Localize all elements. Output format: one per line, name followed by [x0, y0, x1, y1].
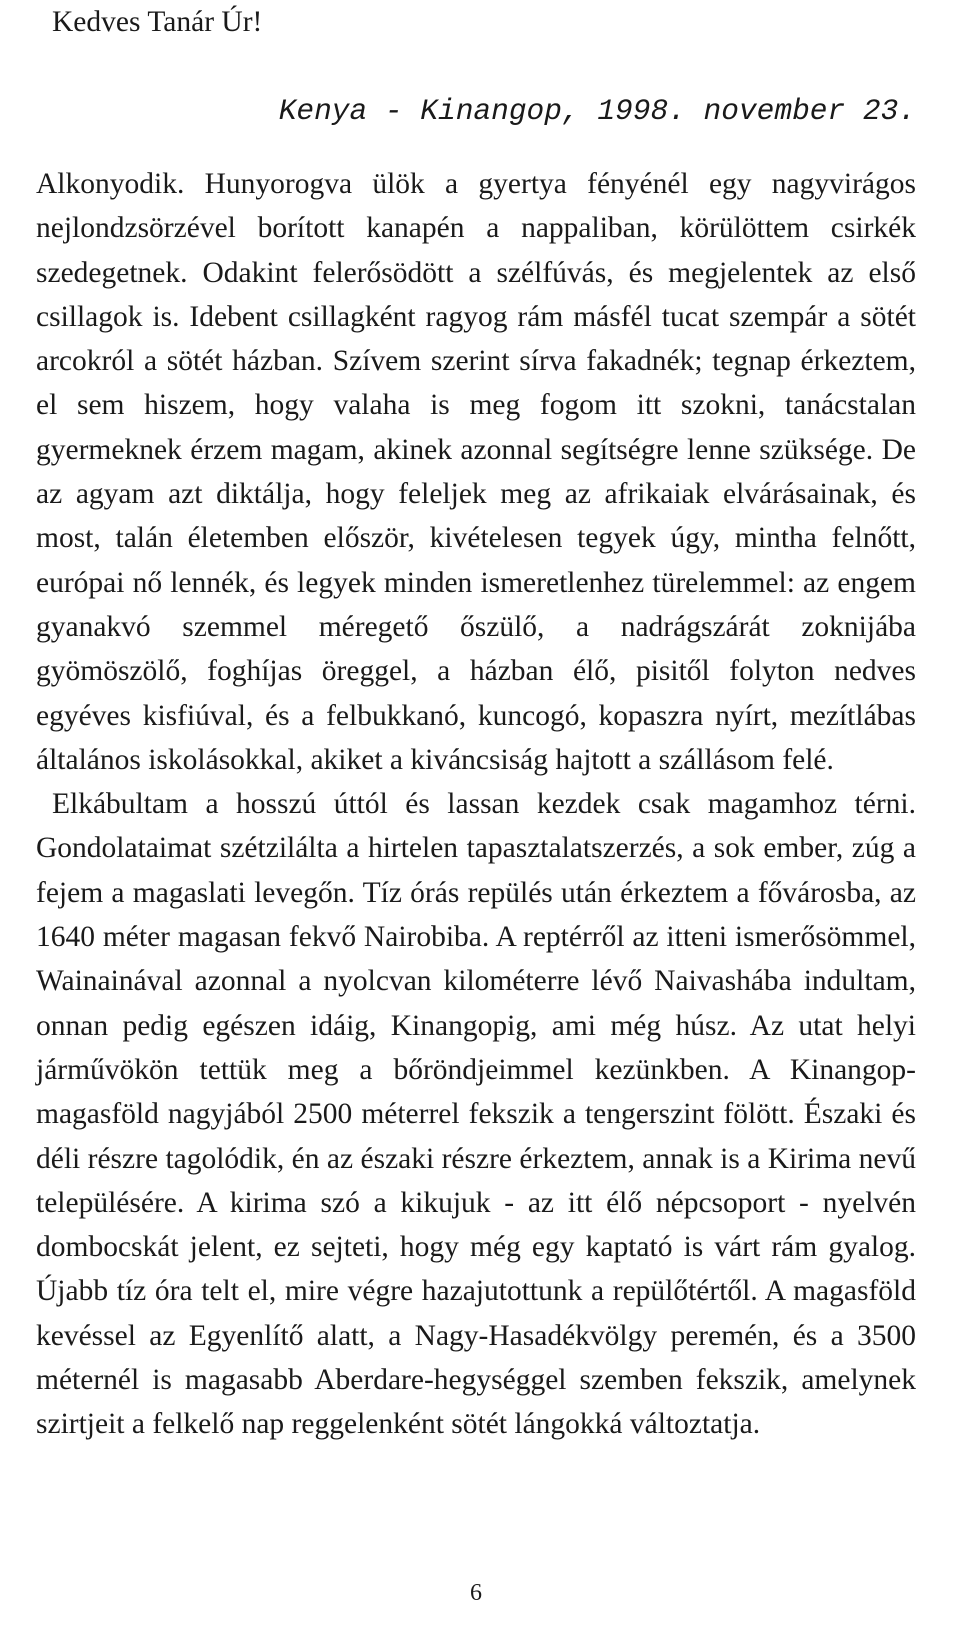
- letter-body: [36, 162, 916, 1447]
- paragraph-1: Alkonyodik. Hunyorogva ülök a gyertya fényénél egy nagyvirágos nejlondzsörzével borított kanapén a nappaliban, körülöttem csirkék szedegetnek. Odakint felerősödött a szélfúvás, és megjelentek az első csillagok is. Idebent csillagként ragyog rám másfél tucat szempár a sötét arcokról a sötét házban. Szívem szerint sírva fakadnék; tegnap érkeztem, el sem hiszem, hogy valaha is meg fogom itt szokni, tanácstalan gyermeknek érzem magam, akinek azonnal segítségre lenne szüksége. De az agyam azt diktálja, hogy feleljek meg az afrikaiak elvárásainak, és most, talán életemben először, kivételesen tegyek úgy, mintha felnőtt, európai nő lennék, és legyek minden ismeretlenhez türelemmel: az engem gyanakvó szemmel méregető őszülő, a nadrágszárát zoknijába gyömöszölő, foghíjas öreggel, a házban élő, pisitől folyton nedves egyéves kisfiúval, és a felbukkanó, kuncogó, kopaszra nyírt, mezítlábas általános iskolásokkal, akiket a kiváncsiság hajtott a szállásom felé.: [36, 168, 916, 776]
- document-page: [36, 0, 916, 1635]
- paragraph-2: Elkábultam a hosszú úttól és lassan kezdek csak magamhoz térni. Gondolataimat szétzilálta a hirtelen tapasztalatszerzés, a sok ember, zúg a fejem a magaslati levegőn. Tíz órás repülés után érkeztem a fővárosba, az 1640 méter magasan fekvő Nairobiba. A reptérről az itteni ismerősömmel, Wainainával azonnal a nyolcvan kilométerre lévő Naivashába indultam, onnan pedig egészen idáig, Kinangopig, ami még húsz. Az utat helyi járművökön tettük meg a bőröndjeimmel kezünkben. A Kinangop-magasföld nagyjából 2500 méterrel fekszik a tengerszint fölött. Északi és déli részre tagolódik, én az északi részre érkeztem, annak is a Kirima nevű településére. A kirima szó a kikujuk - az itt élő népcsoport - nyelvén dombocskát jelent, ez sejteti, hogy még egy kaptató is várt rám gyalog. Újabb tíz óra telt el, mire végre hazajutottunk a repülőtértől. A magasföld kevéssel az Egyenlítő alatt, a Nagy-Hasadékvölgy peremén, és a 3500 méternél is magasabb Aberdare-hegységgel szemben fekszik, amelynek szirtjeit a felkelő nap reggelenként sötét lángokká változtatja.: [36, 788, 916, 1441]
- dateline: Kenya - Kinangop, 1998. november 23.: [278, 94, 916, 128]
- salutation: Kedves Tanár Úr!: [52, 6, 263, 38]
- page-number: 6: [470, 1580, 482, 1606]
